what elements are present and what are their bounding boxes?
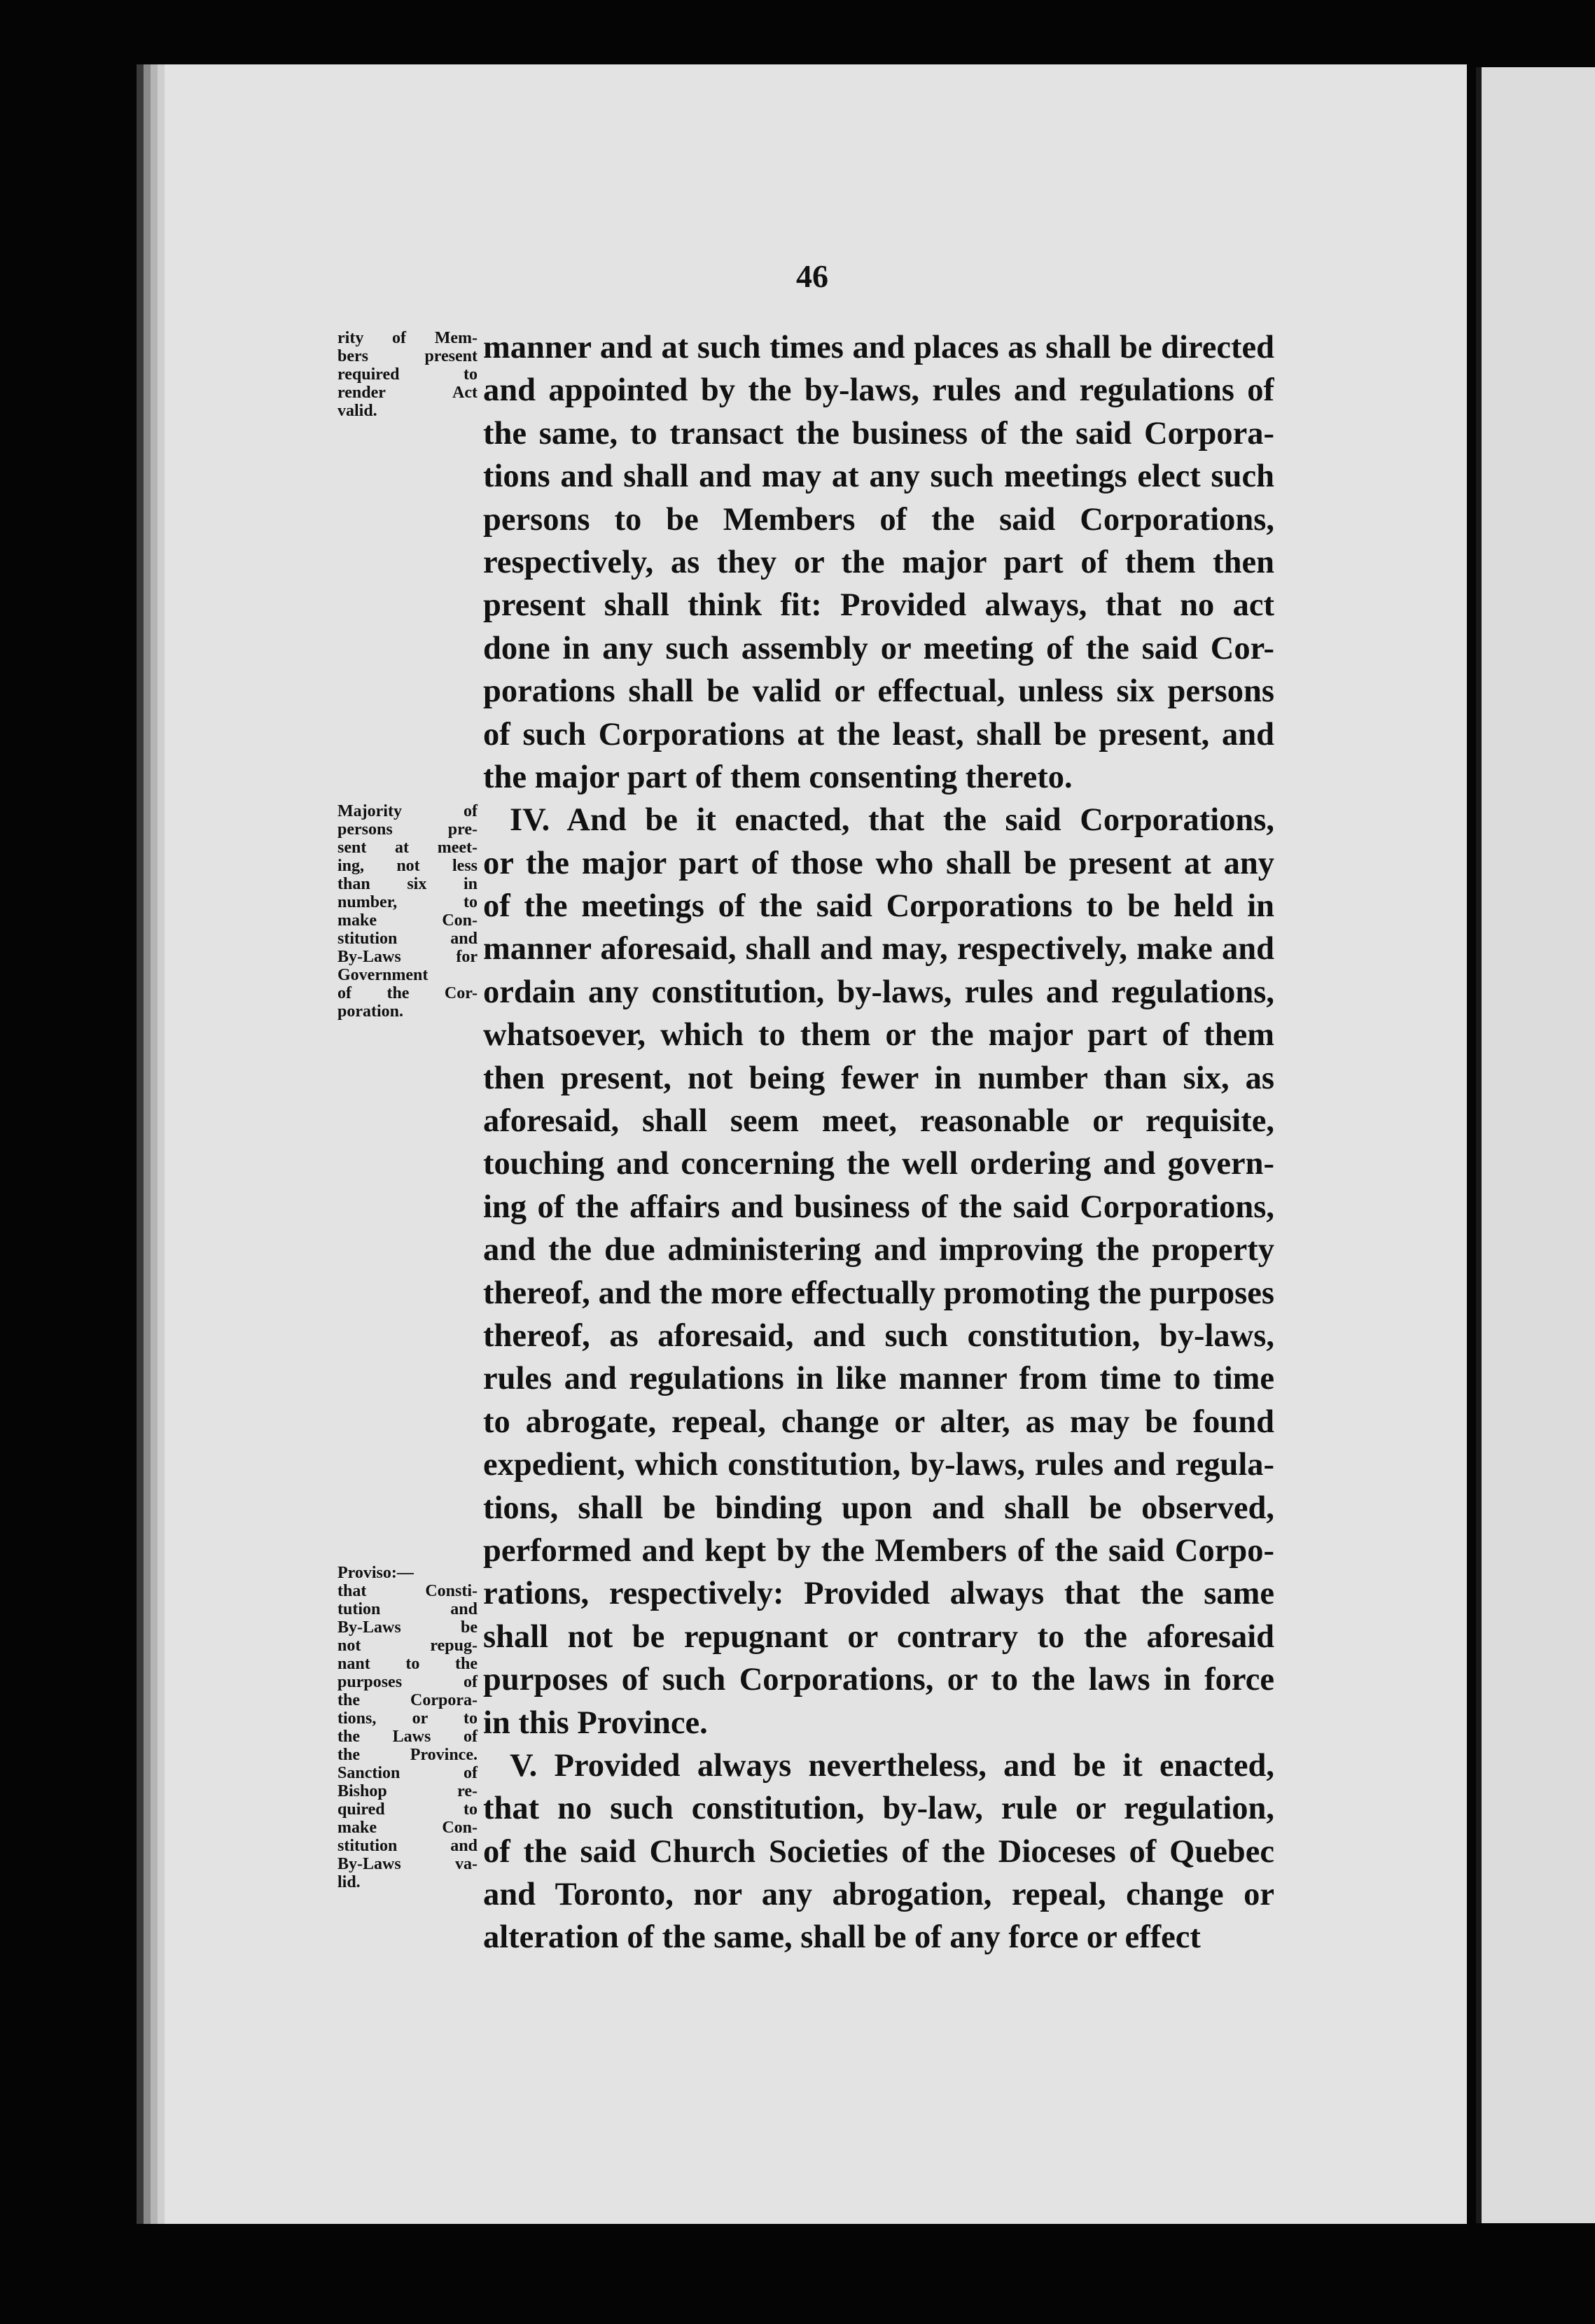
margin-note-line: render Act [337, 384, 478, 402]
text-line: then present, not being fewer in number than six, as [483, 1060, 1274, 1096]
margin-note-line: that Consti- [337, 1582, 478, 1600]
margin-note-line: make Con- [337, 1819, 478, 1837]
text-line: respectively, as they or the major part of them then [483, 544, 1274, 580]
text-line: expedient, which constitution, by-laws, rules and regula- [483, 1447, 1274, 1483]
margin-note-line: of the Cor- [337, 984, 478, 1002]
text-line: aforesaid, shall seem meet, reasonable or requisite, [483, 1103, 1274, 1140]
margin-note-line: the Province. [337, 1746, 478, 1764]
margin-note-quorum [337, 329, 478, 420]
margin-note-line: tions, or to [337, 1709, 478, 1728]
text-line: rations, respectively: Provided always that the same [483, 1576, 1274, 1612]
margin-note-bishop-sanction [337, 1764, 478, 1891]
margin-note-line: bers present [337, 347, 478, 365]
margin-note-line: By-Laws va- [337, 1855, 478, 1873]
margin-note-line: Sanction of [337, 1764, 478, 1782]
margin-note-line: required to [337, 365, 478, 384]
text-line: the same, to transact the business of the said Corpora- [483, 415, 1274, 451]
text-line: thereof, as aforesaid, and such constitution, by-laws, [483, 1317, 1274, 1354]
text-line: and Toronto, nor any abrogation, repeal, change or [483, 1877, 1274, 1913]
text-line: porations shall be valid or effectual, unless six persons [483, 673, 1274, 710]
text-line: done in any such assembly or meeting of the said Cor- [483, 630, 1274, 666]
text-line: ing of the affairs and business of the said Corporations, [483, 1189, 1274, 1225]
text-line: touching and concerning the well ordering and govern- [483, 1146, 1274, 1182]
margin-note-line: make Con- [337, 911, 478, 930]
text-line: and the due administering and improving the property [483, 1232, 1274, 1268]
margin-note-line: lid. [337, 1873, 361, 1891]
text-line: present shall think fit: Provided always, that no act [483, 587, 1274, 624]
text-line: alteration of the same, shall be of any force or effect [483, 1919, 1201, 1956]
margin-note-line: Majority of [337, 802, 478, 820]
margin-note-line: the Corpora- [337, 1691, 478, 1709]
margin-note-line: the Laws of [337, 1728, 478, 1746]
margin-note-line: tution and [337, 1600, 478, 1618]
page-number: 46 [796, 258, 828, 294]
margin-note-proviso [337, 1564, 478, 1764]
text-line: thereof, and the more effectually promoting the purposes [483, 1275, 1274, 1311]
margin-note-line: By-Laws be [337, 1618, 478, 1637]
text-line: shall not be repugnant or contrary to the aforesaid [483, 1618, 1274, 1655]
margin-note-line: persons pre- [337, 820, 478, 839]
margin-note-line: poration. [337, 1002, 404, 1021]
text-line: to abrogate, repeal, change or alter, as may be found [483, 1404, 1274, 1440]
margin-note-line: stitution and [337, 1837, 478, 1855]
margin-note-line: nant to the [337, 1655, 478, 1673]
margin-note-line: Proviso:— [337, 1564, 414, 1582]
text-line: of such Corporations at the least, shall be present, and [483, 716, 1274, 752]
text-line: persons to be Members of the said Corporations, [483, 501, 1274, 538]
margin-note-line: than six in [337, 875, 478, 893]
text-line: purposes of such Corporations, or to the laws in force [483, 1662, 1274, 1698]
margin-note-line: stitution and [337, 930, 478, 948]
text-line: IV. And be it enacted, that the said Corporations, [510, 802, 1274, 839]
margin-note-line: Bishop re- [337, 1782, 478, 1800]
margin-note-line: valid. [337, 402, 377, 420]
text-line: and appointed by the by-laws, rules and regulations of [483, 372, 1274, 409]
text-line: V. Provided always nevertheless, and be it enacted, [510, 1747, 1274, 1784]
body-text [483, 326, 1274, 1959]
text-line: in this Province. [483, 1704, 708, 1741]
margin-note-line: sent at meet- [337, 839, 478, 857]
margin-note-line: not repug- [337, 1637, 478, 1655]
text-line: the major part of them consenting thereto. [483, 759, 1073, 795]
margin-note-line: purposes of [337, 1673, 478, 1691]
text-line: whatsoever, which to them or the major part of them [483, 1017, 1274, 1054]
text-line: of the meetings of the said Corporations to be held in [483, 888, 1274, 925]
margin-note-line: Government [337, 966, 429, 984]
text-line: manner and at such times and places as shall be directed [483, 330, 1274, 365]
margin-note-majority [337, 802, 478, 1021]
text-line: tions and shall and may at any such meetings elect such [483, 458, 1274, 495]
text-line: ordain any constitution, by-laws, rules and regulations, [483, 974, 1274, 1010]
margin-note-line: rity of Mem- [337, 329, 478, 347]
text-line: of the said Church Societies of the Dioceses of Quebec [483, 1833, 1274, 1870]
text-line: manner aforesaid, shall and may, respectively, make and [483, 931, 1274, 967]
margin-note-line: number, to [337, 893, 478, 911]
next-page-edge [1476, 67, 1595, 2223]
margin-note-line: quired to [337, 1800, 478, 1819]
margin-note-line: ing, not less [337, 857, 478, 875]
text-line: rules and regulations in like manner from time to time [483, 1361, 1274, 1397]
text-line: tions, shall be binding upon and shall be observed, [483, 1490, 1274, 1526]
margin-note-line: By-Laws for [337, 948, 478, 966]
text-line: performed and kept by the Members of the said Corpo- [483, 1532, 1274, 1569]
text-line: or the major part of those who shall be present at any [483, 845, 1274, 881]
text-line: that no such constitution, by-law, rule or regulation, [483, 1791, 1274, 1827]
